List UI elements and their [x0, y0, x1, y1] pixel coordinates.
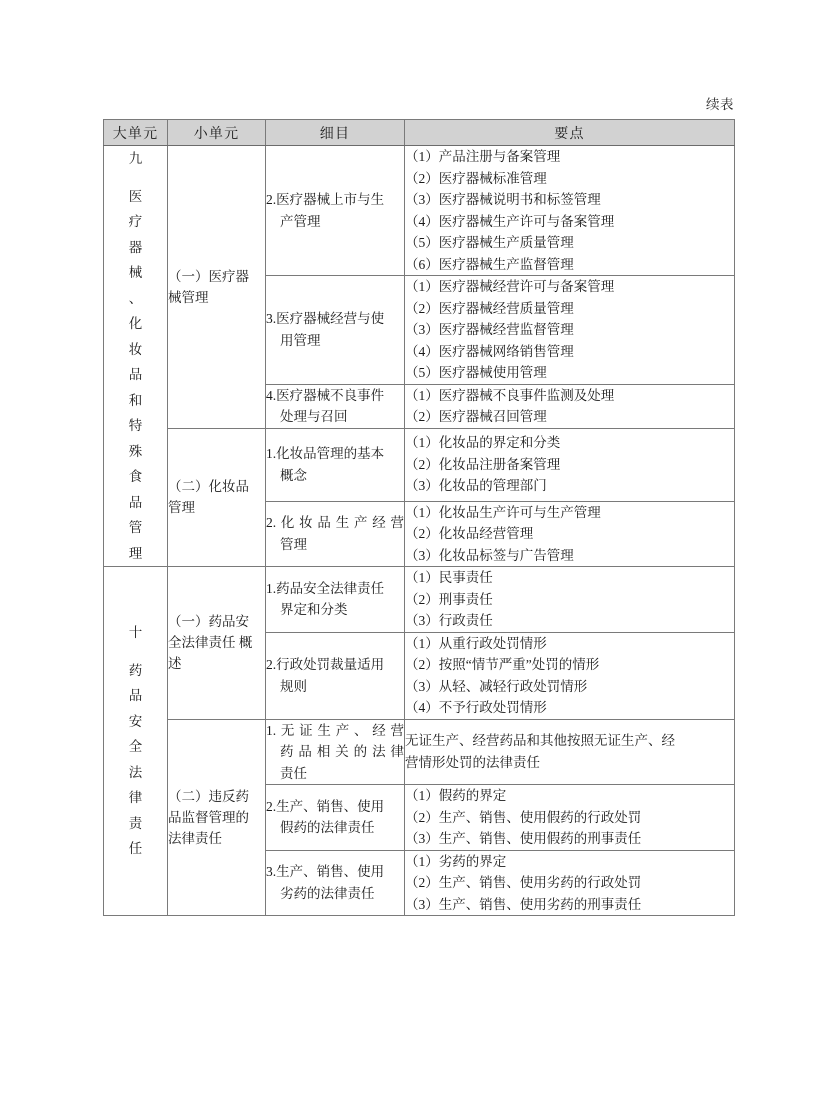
- big-unit-char: 管: [128, 520, 143, 535]
- big-unit-char: 疗: [128, 214, 143, 229]
- spacer: [104, 646, 167, 658]
- detail-line: 1.无证生产、经营: [266, 722, 404, 738]
- detail-line: 2.行政处罚裁量适用: [266, 657, 385, 672]
- big-unit-char: 九: [128, 151, 143, 166]
- table-row: [104, 146, 735, 276]
- big-unit-char: 十: [128, 625, 143, 641]
- detail-line: 假药的法律责任: [280, 820, 375, 836]
- detail-cell: [266, 719, 405, 785]
- big-unit-char: 责: [128, 815, 143, 831]
- big-unit-char: 品: [128, 367, 143, 382]
- small-unit-line: 品监督管理的: [168, 809, 249, 825]
- key-point-item: （2）生产、销售、使用假药的行政处罚: [405, 809, 642, 825]
- big-unit-char: 全: [128, 739, 143, 755]
- key-point-item: （2）医疗器械标准管理: [405, 170, 547, 186]
- column-header-key-points: 要点: [405, 120, 735, 146]
- big-unit-char: 医: [128, 188, 143, 204]
- big-unit-char: 法: [128, 764, 143, 780]
- key-point-item: （4）不予行政处罚情形: [405, 700, 547, 715]
- detail-line: 劣药的法律责任: [280, 885, 375, 901]
- table-header: [104, 120, 735, 146]
- key-point-item: （1）产品注册与备案管理: [405, 149, 561, 164]
- detail-line: 产管理: [280, 213, 321, 229]
- key-point-item: （1）假药的界定: [405, 788, 507, 803]
- detail-cell: [266, 850, 405, 916]
- big-unit-char: 和: [128, 392, 143, 408]
- key-points-cell: [405, 501, 735, 567]
- small-unit-cell-10-2: [168, 719, 266, 916]
- detail-line: 2.生产、销售、使用: [266, 798, 385, 814]
- key-points-cell: [405, 785, 735, 851]
- key-points-cell: [405, 384, 735, 428]
- column-header-big-unit: 大单元: [104, 120, 168, 146]
- key-point-item: （3）生产、销售、使用劣药的刑事责任: [405, 896, 642, 912]
- header-row: [104, 120, 735, 146]
- key-points-cell: [405, 428, 735, 501]
- detail-cell: [266, 146, 405, 276]
- small-unit-line: （二）化妆品: [168, 479, 249, 495]
- key-point-item: （2）医疗器械召回管理: [405, 409, 547, 424]
- column-header-detail: 细目: [266, 120, 405, 146]
- big-unit-char: 化: [128, 316, 143, 331]
- small-unit-line: 概述: [168, 635, 253, 672]
- table-row: [104, 428, 735, 501]
- detail-cell: [266, 501, 405, 567]
- big-unit-char: 殊: [128, 443, 143, 459]
- key-point-item: （2）刑事责任: [405, 591, 493, 607]
- key-point-item: （1）医疗器械不良事件监测及处理: [405, 387, 615, 403]
- key-point-item: （2）医疗器械经营质量管理: [405, 300, 574, 316]
- detail-line: 2.化妆品生产经营: [266, 515, 404, 531]
- big-unit-cell-10: [104, 567, 168, 916]
- key-point-item: （3）医疗器械经营监督管理: [405, 322, 574, 337]
- key-point-item: （3）化妆品标签与广告管理: [405, 547, 574, 563]
- key-points-cell: [405, 719, 735, 785]
- big-unit-vertical-text-9: [104, 146, 167, 566]
- detail-line: 3.生产、销售、使用: [266, 864, 385, 880]
- detail-line: 3.医疗器械经营与使: [266, 311, 385, 327]
- big-unit-cell-9: [104, 146, 168, 567]
- key-point-item: （2）化妆品经营管理: [405, 526, 534, 541]
- detail-cell: [266, 785, 405, 851]
- key-point-item: （1）化妆品生产许可与生产管理: [405, 504, 601, 520]
- big-unit-char: 理: [128, 545, 143, 561]
- key-point-item: （5）医疗器械使用管理: [405, 365, 547, 380]
- detail-cell: [266, 428, 405, 501]
- key-point-item: （3）医疗器械说明书和标签管理: [405, 192, 601, 207]
- key-point-item: （3）从轻、减轻行政处罚情形: [405, 678, 588, 694]
- key-point-item: （2）化妆品注册备案管理: [405, 456, 561, 472]
- key-point-paragraph-line: 无证生产、经营药品和其他按照无证生产、经: [405, 733, 675, 749]
- key-point-item: （1）劣药的界定: [405, 853, 507, 869]
- detail-cell: [266, 567, 405, 633]
- detail-line: 处理与召回: [280, 409, 348, 424]
- detail-line: 2.医疗器械上市与生: [266, 192, 385, 207]
- small-unit-line: 管理: [168, 500, 195, 516]
- big-unit-char: 食: [128, 469, 143, 484]
- key-point-item: （3）生产、销售、使用假药的刑事责任: [405, 831, 642, 846]
- detail-cell: [266, 384, 405, 428]
- key-point-item: （1）从重行政处罚情形: [405, 635, 547, 651]
- detail-line: 药品相关的法律: [280, 744, 404, 759]
- key-point-item: （2）按照“情节严重”处罚的情形: [405, 657, 600, 672]
- big-unit-char: 妆: [128, 341, 143, 357]
- detail-line: 概念: [280, 467, 307, 483]
- big-unit-char: 品: [128, 494, 143, 510]
- small-unit-line: 全法律责任: [168, 635, 236, 651]
- detail-line: 用管理: [280, 332, 321, 348]
- big-unit-char: 律: [128, 790, 143, 806]
- syllabus-table: [103, 119, 735, 916]
- small-unit-line: （一）药品安: [168, 614, 249, 630]
- key-point-item: （4）医疗器械生产许可与备案管理: [405, 213, 615, 229]
- big-unit-char: 安: [128, 713, 143, 729]
- small-unit-line: 械管理: [168, 289, 209, 305]
- key-point-item: （4）医疗器械网络销售管理: [405, 343, 574, 359]
- key-points-cell: [405, 850, 735, 916]
- big-unit-char: 特: [128, 418, 143, 433]
- small-unit-cell-10-1: [168, 567, 266, 720]
- key-point-item: （6）医疗器械生产监督管理: [405, 256, 574, 272]
- key-point-item: （1）民事责任: [405, 570, 493, 585]
- big-unit-char: 械: [128, 265, 143, 280]
- small-unit-cell-9-1: [168, 146, 266, 429]
- detail-line: 4.医疗器械不良事件: [266, 387, 385, 403]
- key-point-item: （3）化妆品的管理部门: [405, 478, 547, 494]
- detail-line: 界定和分类: [280, 602, 348, 618]
- small-unit-cell-9-2: [168, 428, 266, 567]
- detail-line: 1.药品安全法律责任: [266, 580, 385, 596]
- small-unit-line: （一）医疗器: [168, 268, 249, 284]
- key-point-item: （2）生产、销售、使用劣药的行政处罚: [405, 875, 642, 890]
- small-unit-line: 法律责任: [168, 830, 222, 846]
- table-row: [104, 719, 735, 785]
- detail-cell: [266, 276, 405, 385]
- detail-line: 规则: [280, 678, 307, 694]
- small-unit-line: （二）违反药: [168, 788, 249, 804]
- key-points-cell: [405, 146, 735, 276]
- detail-cell: [266, 632, 405, 719]
- key-points-cell: [405, 632, 735, 719]
- big-unit-char: 任: [128, 841, 143, 857]
- detail-line: 责任: [280, 765, 307, 781]
- column-header-small-unit: 小单元: [168, 120, 266, 146]
- big-unit-char: 器: [128, 239, 143, 255]
- detail-line: 管理: [280, 536, 307, 552]
- big-unit-vertical-text-10: [104, 620, 167, 862]
- key-point-paragraph-line: 营情形处罚的法律责任: [405, 754, 540, 770]
- key-point-item: （5）医疗器械生产质量管理: [405, 235, 574, 250]
- big-unit-char: 药: [128, 662, 143, 678]
- continued-table-label: 续表: [706, 97, 734, 112]
- detail-line: 1.化妆品管理的基本: [266, 446, 385, 461]
- key-points-cell: [405, 276, 735, 385]
- big-unit-char: 品: [128, 688, 143, 704]
- key-point-item: （1）医疗器械经营许可与备案管理: [405, 279, 615, 294]
- big-unit-char: 、: [128, 290, 143, 306]
- table-row: [104, 567, 735, 633]
- spacer: [104, 172, 167, 184]
- key-points-cell: [405, 567, 735, 633]
- key-point-item: （3）行政责任: [405, 613, 493, 628]
- table-body: [104, 146, 735, 916]
- key-point-item: （1）化妆品的界定和分类: [405, 435, 561, 451]
